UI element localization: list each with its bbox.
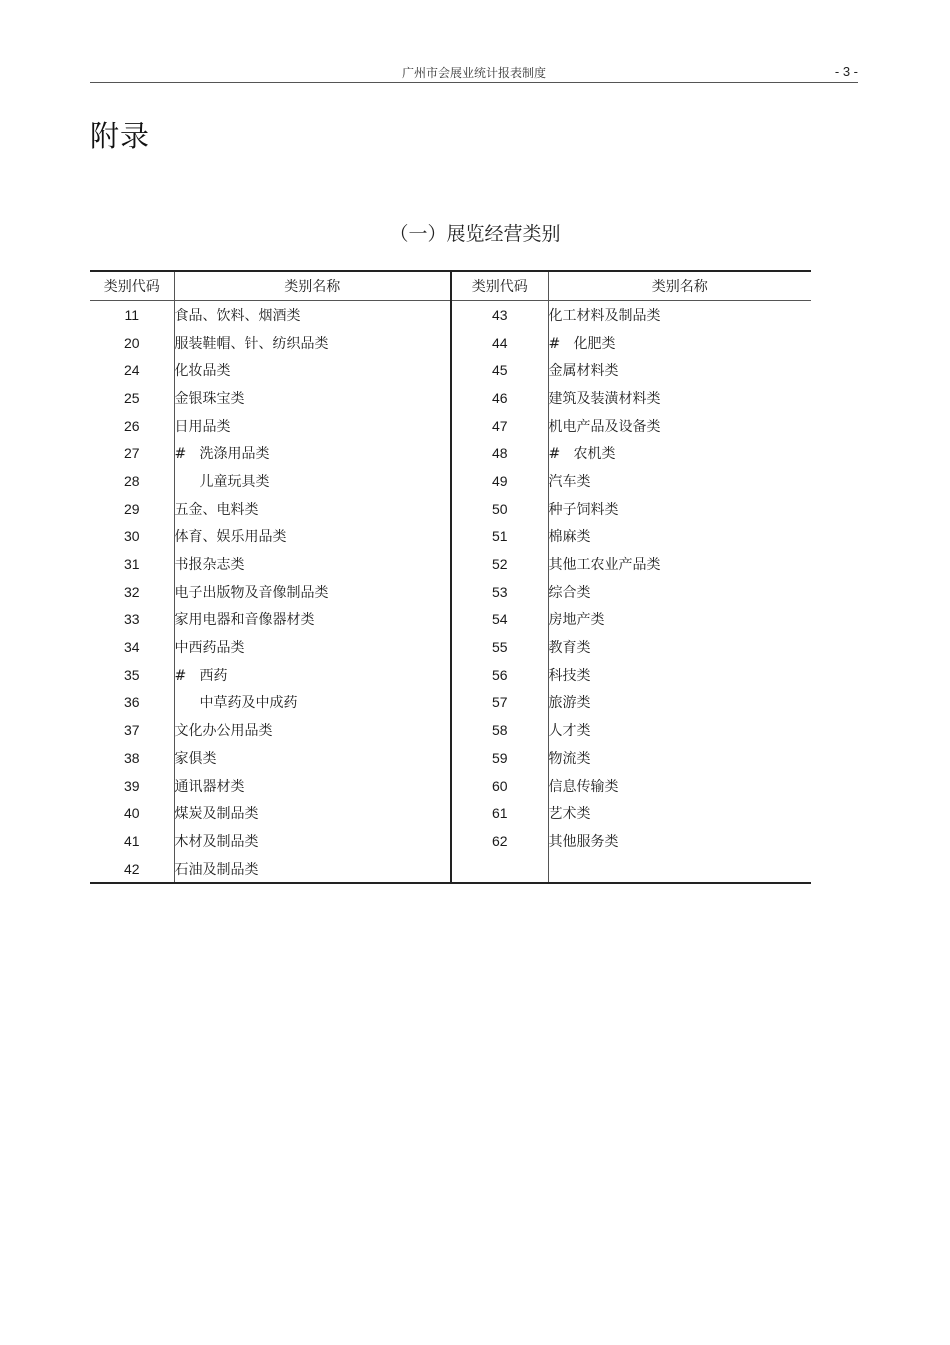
right-category-name: 建筑及装潢材料类 [548, 390, 661, 407]
right-category-code: 61 [451, 799, 548, 827]
left-category-name: 书报杂志类 [174, 557, 245, 574]
left-category-name: 木材及制品类 [174, 833, 259, 850]
left-category-name-cell [174, 827, 451, 855]
left-category-name: 西药 [199, 667, 228, 684]
right-category-name-cell [548, 661, 811, 689]
right-category-name: 其他服务类 [548, 833, 619, 850]
left-category-code: 33 [90, 606, 174, 634]
left-category-code: 29 [90, 495, 174, 523]
table-body [90, 301, 811, 884]
left-category-code: 42 [90, 855, 174, 884]
right-category-code: 48 [451, 439, 548, 467]
document-title: 广州市会展业统计报表制度 [401, 66, 546, 80]
left-category-code: 11 [90, 301, 174, 329]
left-category-name-cell [174, 716, 451, 744]
right-category-code: 51 [451, 523, 548, 551]
left-category-name-cell [174, 495, 451, 523]
right-category-code: 47 [451, 412, 548, 440]
right-category-name-cell [548, 689, 811, 717]
appendix-heading: 附录 [90, 119, 151, 153]
right-category-code: 43 [451, 301, 548, 329]
right-category-code: 49 [451, 467, 548, 495]
left-category-name: 体育、娱乐用品类 [174, 529, 287, 546]
right-category-name-cell [548, 578, 811, 606]
table-row [90, 550, 811, 578]
left-category-code: 24 [90, 356, 174, 384]
right-category-code: 59 [451, 744, 548, 772]
subcategory-mark: # [174, 446, 187, 463]
left-category-name-cell [174, 689, 451, 717]
table-row [90, 578, 811, 606]
right-category-name-cell [548, 356, 811, 384]
category-code-table [90, 270, 811, 884]
right-category-code: 45 [451, 356, 548, 384]
table-row [90, 301, 811, 329]
table-row [90, 855, 811, 884]
left-category-name: 中草药及中成药 [199, 695, 298, 712]
table-row [90, 606, 811, 634]
right-category-name-cell [548, 550, 811, 578]
subcategory-mark: # [174, 667, 187, 684]
right-category-name-cell [548, 467, 811, 495]
left-category-code: 37 [90, 716, 174, 744]
right-category-name: 信息传输类 [548, 778, 619, 795]
left-category-name: 石油及制品类 [174, 861, 259, 878]
left-category-name: 食品、饮料、烟酒类 [174, 307, 301, 324]
right-category-name: 化工材料及制品类 [548, 307, 661, 324]
left-category-name-cell [174, 606, 451, 634]
right-category-name-cell [548, 329, 811, 357]
right-category-name: 综合类 [548, 584, 591, 601]
right-category-name: 科技类 [548, 667, 591, 684]
right-category-code: 60 [451, 772, 548, 800]
right-category-name: 艺术类 [548, 806, 591, 823]
right-category-name-cell [548, 799, 811, 827]
table-row [90, 744, 811, 772]
left-category-name: 洗涤用品类 [199, 446, 270, 463]
right-category-name-cell [548, 606, 811, 634]
header-code-right: 类别代码 [451, 271, 548, 301]
table-row [90, 495, 811, 523]
left-category-name-cell [174, 412, 451, 440]
left-category-name: 化妆品类 [174, 363, 231, 380]
table-row [90, 523, 811, 551]
right-category-name-cell [548, 855, 811, 884]
table-row [90, 772, 811, 800]
left-category-name: 五金、电料类 [174, 501, 259, 518]
left-category-code: 30 [90, 523, 174, 551]
right-category-name-cell [548, 384, 811, 412]
left-category-code: 36 [90, 689, 174, 717]
header-name-right: 类别名称 [548, 271, 811, 301]
right-category-code: 56 [451, 661, 548, 689]
left-category-code: 35 [90, 661, 174, 689]
right-category-name-cell [548, 523, 811, 551]
subcategory-mark: # [548, 446, 561, 463]
right-category-code: 57 [451, 689, 548, 717]
right-category-code: 46 [451, 384, 548, 412]
right-category-name-cell [548, 744, 811, 772]
right-category-name: 金属材料类 [548, 363, 619, 380]
left-category-code: 25 [90, 384, 174, 412]
right-category-code: 54 [451, 606, 548, 634]
right-category-code: 53 [451, 578, 548, 606]
page-number: - 3 - [834, 64, 858, 79]
table-row [90, 412, 811, 440]
right-category-name-cell [548, 301, 811, 329]
left-category-name-cell [174, 799, 451, 827]
right-category-name-cell [548, 633, 811, 661]
right-category-code [451, 855, 548, 884]
table-row [90, 827, 811, 855]
table-row [90, 329, 811, 357]
right-category-name: 人才类 [548, 723, 591, 740]
right-category-name: 房地产类 [548, 612, 605, 629]
left-category-code: 39 [90, 772, 174, 800]
left-category-name-cell [174, 855, 451, 884]
header-name-left: 类别名称 [174, 271, 451, 301]
right-category-name-cell [548, 439, 811, 467]
table-row [90, 384, 811, 412]
left-category-name: 金银珠宝类 [174, 390, 245, 407]
left-category-code: 31 [90, 550, 174, 578]
left-category-name: 煤炭及制品类 [174, 806, 259, 823]
left-category-code: 20 [90, 329, 174, 357]
table-row [90, 467, 811, 495]
page-header [90, 60, 858, 83]
left-category-name: 文化办公用品类 [174, 723, 273, 740]
table-header-row [90, 271, 811, 301]
left-category-code: 26 [90, 412, 174, 440]
header-code-left: 类别代码 [90, 271, 174, 301]
right-category-name: 教育类 [548, 640, 591, 657]
right-category-name: 旅游类 [548, 695, 591, 712]
right-category-name-cell [548, 495, 811, 523]
left-category-name-cell [174, 523, 451, 551]
right-category-code: 50 [451, 495, 548, 523]
right-category-code: 55 [451, 633, 548, 661]
left-category-name-cell [174, 356, 451, 384]
right-category-code: 44 [451, 329, 548, 357]
left-category-code: 34 [90, 633, 174, 661]
left-category-name-cell [174, 467, 451, 495]
table-row [90, 633, 811, 661]
left-category-name-cell [174, 772, 451, 800]
section-title: （一）展览经营类别 [389, 223, 561, 245]
left-category-name: 家俱类 [174, 750, 217, 767]
left-category-code: 27 [90, 439, 174, 467]
table-row [90, 799, 811, 827]
right-category-name: 棉麻类 [548, 529, 591, 546]
left-category-name: 日用品类 [174, 418, 231, 435]
right-category-name: 机电产品及设备类 [548, 418, 661, 435]
left-category-name-cell [174, 661, 451, 689]
right-category-name-cell [548, 772, 811, 800]
right-category-name-cell [548, 412, 811, 440]
right-category-code: 58 [451, 716, 548, 744]
left-category-code: 41 [90, 827, 174, 855]
left-category-name: 服装鞋帽、针、纺织品类 [174, 335, 329, 352]
left-category-name: 中西药品类 [174, 640, 245, 657]
left-category-name-cell [174, 301, 451, 329]
left-category-name: 通讯器材类 [174, 778, 245, 795]
left-category-code: 40 [90, 799, 174, 827]
left-category-name-cell [174, 329, 451, 357]
table-row [90, 439, 811, 467]
right-category-name: 种子饲料类 [548, 501, 619, 518]
left-category-name-cell [174, 633, 451, 661]
left-category-name: 家用电器和音像器材类 [174, 612, 315, 629]
table-row [90, 689, 811, 717]
right-category-name: 物流类 [548, 750, 591, 767]
right-category-name: 农机类 [573, 446, 616, 463]
left-category-code: 32 [90, 578, 174, 606]
right-category-code: 52 [451, 550, 548, 578]
table-row [90, 356, 811, 384]
left-category-code: 38 [90, 744, 174, 772]
table-row [90, 716, 811, 744]
right-category-name: 其他工农业产品类 [548, 557, 661, 574]
left-category-name-cell [174, 744, 451, 772]
right-category-name-cell [548, 827, 811, 855]
subcategory-mark: # [548, 335, 561, 352]
right-category-name: 化肥类 [573, 335, 616, 352]
table-row [90, 661, 811, 689]
left-category-name-cell [174, 439, 451, 467]
left-category-name: 儿童玩具类 [199, 473, 270, 490]
right-category-code: 62 [451, 827, 548, 855]
left-category-name-cell [174, 384, 451, 412]
left-category-name-cell [174, 578, 451, 606]
left-category-name-cell [174, 550, 451, 578]
left-category-name: 电子出版物及音像制品类 [174, 584, 329, 601]
right-category-name: 汽车类 [548, 473, 591, 490]
left-category-code: 28 [90, 467, 174, 495]
right-category-name-cell [548, 716, 811, 744]
